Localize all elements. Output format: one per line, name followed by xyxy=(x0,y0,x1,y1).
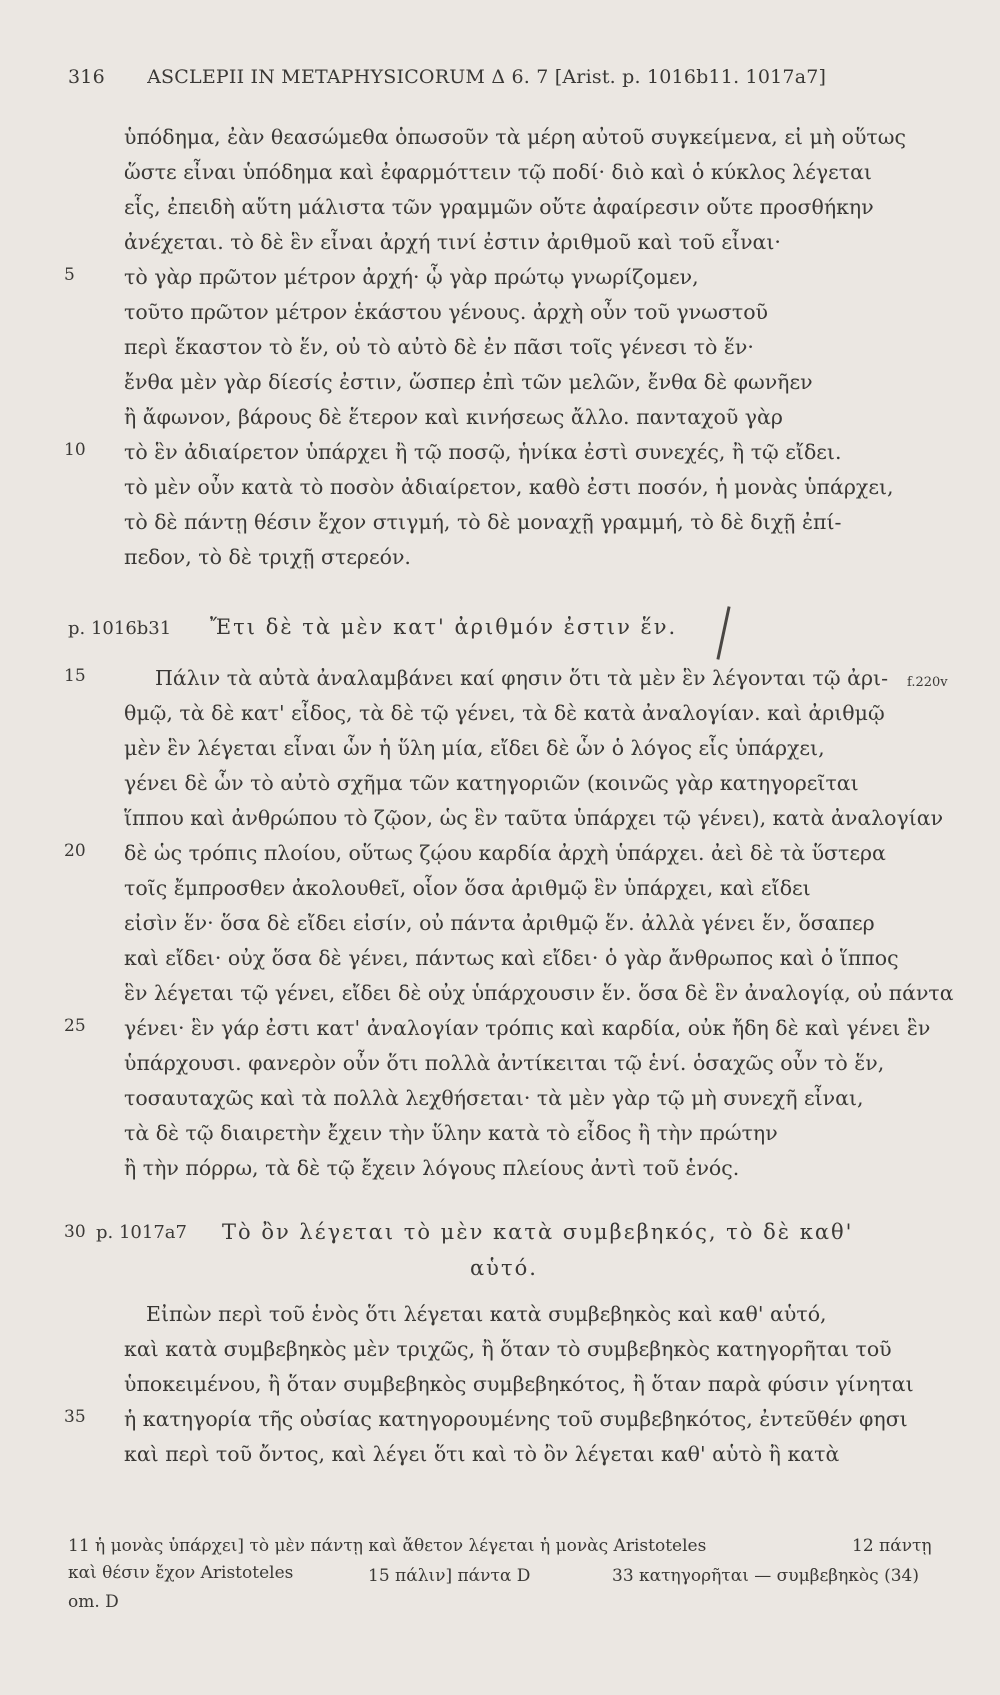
footnote: 15 πάλιν] πάντα D xyxy=(368,1566,531,1586)
text-line: τὰ δὲ τῷ διαιρετὴν ἔχειν τὴν ὕλην κατὰ τὸ εἶδος ἢ τὴν πρώτην xyxy=(124,1121,778,1145)
text-line: ἢ ἄφωνον, βάρους δὲ ἕτερον καὶ κινήσεως ἄλλο. πανταχοῦ γὰρ xyxy=(124,405,783,429)
text-line: τοσαυταχῶς καὶ τὰ πολλὰ λεχθήσεται· τὰ μὲν γὰρ τῷ μὴ συνεχῆ εἶναι, xyxy=(124,1086,864,1110)
text-line: ἵππου καὶ ἀνθρώπου τὸ ζῷον, ὡς ἓν ταῦτα ὑπάρχει τῷ γένει), κατὰ ἀναλογίαν xyxy=(124,806,944,830)
text-line: Εἰπὼν περὶ τοῦ ἑνὸς ὅτι λέγεται κατὰ συμβεβηκὸς καὶ καθ' αὑτό, xyxy=(146,1302,827,1326)
text-line: μὲν ἓν λέγεται εἶναι ὧν ἡ ὕλη μία, εἴδει δὲ ὧν ὁ λόγος εἷς ὑπάρχει, xyxy=(124,736,825,760)
text-line: γένει· ἓν γάρ ἐστι κατ' ἀναλογίαν τρόπις καὶ καρδία, οὐκ ἤδη δὲ καὶ γένει ἓν xyxy=(124,1016,931,1040)
text-line: τοῦτο πρῶτον μέτρον ἑκάστου γένους. ἀρχὴ οὖν τοῦ γνωστοῦ xyxy=(124,300,768,324)
text-line: τὸ ἓν ἀδιαίρετον ὑπάρχει ἢ τῷ ποσῷ, ἡνίκα ἐστὶ συνεχές, ἢ τῷ εἴδει. xyxy=(124,440,842,464)
text-line: τὸ γὰρ πρῶτον μέτρον ἀρχή· ᾧ γὰρ πρώτῳ γνωρίζομεν, xyxy=(124,265,699,289)
text-line: τὸ μὲν οὖν κατὰ τὸ ποσὸν ἀδιαίρετον, καθὸ ἐστι ποσόν, ἡ μονὰς ὑπάρχει, xyxy=(124,475,894,499)
text-line: ἢ τὴν πόρρω, τὰ δὲ τῷ ἔχειν λόγους πλείους ἀντὶ τοῦ ἑνός. xyxy=(124,1156,740,1180)
text-line: ὥστε εἶναι ὑπόδημα καὶ ἐφαρμόττειν τῷ ποδί· διὸ καὶ ὁ κύκλος λέγεται xyxy=(124,160,872,184)
lemma-reference: p. 1017a7 xyxy=(96,1222,187,1243)
footnote: καὶ θέσιν ἔχον Aristoteles xyxy=(68,1563,294,1583)
line-number: 25 xyxy=(64,1016,86,1036)
text-line: θμῷ, τὰ δὲ κατ' εἶδος, τὰ δὲ τῷ γένει, τὰ δὲ κατὰ ἀναλογίαν. καὶ ἀριθμῷ xyxy=(124,701,885,725)
margin-folio-ref: f.220v xyxy=(907,675,948,690)
lemma-text: αὑτό. xyxy=(470,1256,538,1280)
text-line: περὶ ἕκαστον τὸ ἕν, οὐ τὸ αὐτὸ δὲ ἐν πᾶσι τοῖς γένεσι τὸ ἕν· xyxy=(124,335,754,359)
page-number: 316 xyxy=(68,66,105,88)
text-line: δὲ ὡς τρόπις πλοίου, οὕτως ζῴου καρδία ἀρχὴ ὑπάρχει. ἀεὶ δὲ τὰ ὕστερα xyxy=(124,841,886,865)
text-line: ἔνθα μὲν γὰρ δίεσίς ἐστιν, ὥσπερ ἐπὶ τῶν μελῶν, ἔνθα δὲ φωνῆεν xyxy=(124,370,813,394)
footnote: 12 πάντῃ xyxy=(852,1536,932,1556)
lemma-reference: p. 1016b31 xyxy=(68,618,172,639)
lemma-text: Τὸ ὂν λέγεται τὸ μὲν κατὰ συμβεβηκός, τὸ δὲ καθ' xyxy=(222,1220,854,1244)
text-line: τοῖς ἔμπροσθεν ἀκολουθεῖ, οἷον ὅσα ἀριθμῷ ἓν ὑπάρχει, καὶ εἴδει xyxy=(124,876,811,900)
line-number: 30 xyxy=(64,1222,86,1242)
running-header xyxy=(68,66,918,88)
text-line: τὸ δὲ πάντῃ θέσιν ἔχον στιγμή, τὸ δὲ μοναχῇ γραμμή, τὸ δὲ διχῇ ἐπί- xyxy=(124,510,842,534)
text-line: καὶ εἴδει· οὐχ ὅσα δὲ γένει, πάντως καὶ εἴδει· ὁ γὰρ ἄνθρωπος καὶ ὁ ἵππος xyxy=(124,946,899,970)
text-line: πεδον, τὸ δὲ τριχῇ στερεόν. xyxy=(124,545,411,569)
text-line: ὑποκειμένου, ἢ ὅταν συμβεβηκὸς συμβεβηκότος, ἢ ὅταν παρὰ φύσιν γίνηται xyxy=(124,1372,914,1396)
text-line: καὶ περὶ τοῦ ὄντος, καὶ λέγει ὅτι καὶ τὸ ὂν λέγεται καθ' αὑτὸ ἢ κατὰ xyxy=(124,1442,840,1466)
footnote: 33 κατηγορῆται — συμβεβηκὸς (34) xyxy=(612,1566,919,1586)
line-number: 5 xyxy=(64,265,75,285)
lemma-text: Ἔτι δὲ τὰ μὲν κατ' ἀριθμόν ἐστιν ἕν. xyxy=(210,615,678,639)
footnote: 11 ἡ μονὰς ὑπάρχει] τὸ μὲν πάντῃ καὶ ἄθετον λέγεται ἡ μονὰς Aristoteles xyxy=(68,1536,707,1556)
text-line: ἡ κατηγορία τῆς οὐσίας κατηγορουμένης τοῦ συμβεβηκότος, ἐντεῦθέν φησι xyxy=(124,1407,908,1431)
text-line: εἷς, ἐπειδὴ αὕτη μάλιστα τῶν γραμμῶν οὔτε ἀφαίρεσιν οὔτε προσθήκην xyxy=(124,195,874,219)
line-number: 10 xyxy=(64,440,86,460)
text-line: γένει δὲ ὧν τὸ αὐτὸ σχῆμα τῶν κατηγοριῶν (κοινῶς γὰρ κατηγορεῖται xyxy=(124,771,859,795)
text-line: ἀνέχεται. τὸ δὲ ἓν εἶναι ἀρχή τινί ἐστιν ἀριθμοῦ καὶ τοῦ εἶναι· xyxy=(124,230,781,254)
text-line: ὑπόδημα, ἐὰν θεασώμεθα ὁπωσοῦν τὰ μέρη αὐτοῦ συγκείμενα, εἰ μὴ οὕτως xyxy=(124,125,906,149)
text-line: Πάλιν τὰ αὐτὰ ἀναλαμβάνει καί φησιν ὅτι τὰ μὲν ἓν λέγονται τῷ ἀρι- xyxy=(155,666,888,690)
pen-mark xyxy=(716,606,730,659)
running-title: ASCLEPII IN METAPHYSICORUM Δ 6. 7 [Arist. p. 1016b11. 1017a7] xyxy=(147,66,827,88)
text-line: εἰσὶν ἕν· ὅσα δὲ εἴδει εἰσίν, οὐ πάντα ἀριθμῷ ἕν. ἀλλὰ γένει ἕν, ὅσαπερ xyxy=(124,911,875,935)
line-number: 35 xyxy=(64,1407,86,1427)
text-line: καὶ κατὰ συμβεβηκὸς μὲν τριχῶς, ἢ ὅταν τὸ συμβεβηκὸς κατηγορῆται τοῦ xyxy=(124,1337,892,1361)
line-number: 20 xyxy=(64,841,86,861)
text-line: ὑπάρχουσι. φανερὸν οὖν ὅτι πολλὰ ἀντίκειται τῷ ἑνί. ὁσαχῶς οὖν τὸ ἕν, xyxy=(124,1051,885,1075)
text-line: ἓν λέγεται τῷ γένει, εἴδει δὲ οὐχ ὑπάρχουσιν ἕν. ὅσα δὲ ἓν ἀναλογίᾳ, οὐ πάντα xyxy=(124,981,954,1005)
line-number: 15 xyxy=(64,666,86,686)
footnote: om. D xyxy=(68,1592,119,1612)
